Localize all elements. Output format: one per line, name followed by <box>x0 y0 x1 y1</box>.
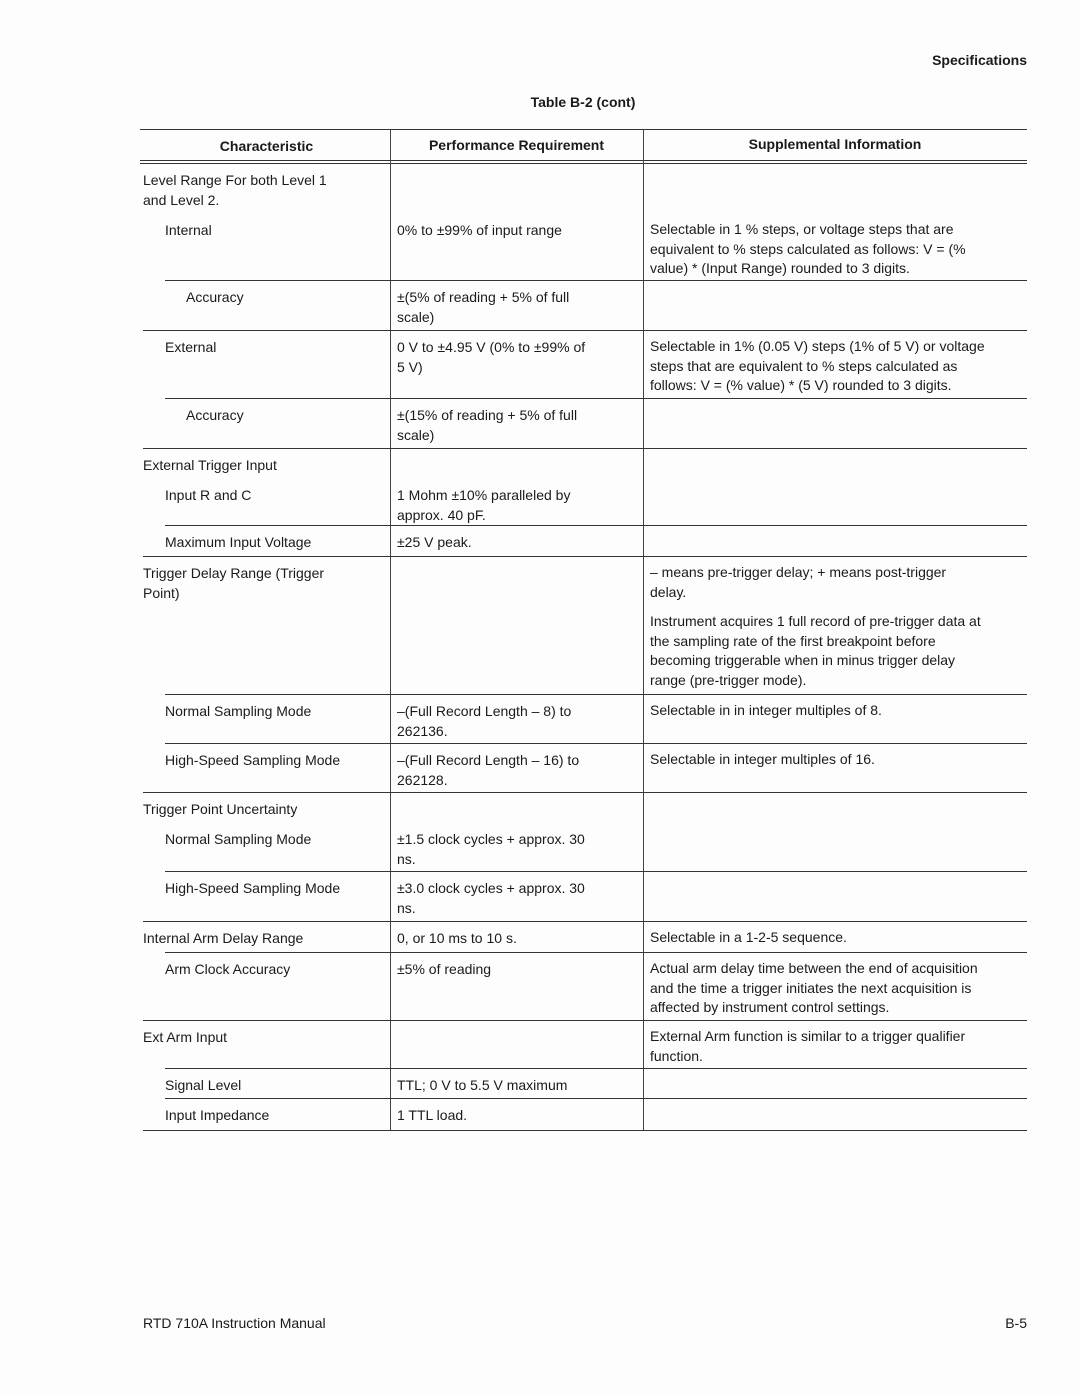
row-rule <box>165 280 1027 281</box>
row-rule <box>143 921 1027 922</box>
characteristic-cell: Level Range For both Level 1 and Level 2. <box>143 172 327 208</box>
performance-requirement-cell: –(Full Record Length – 16) to 262128. <box>397 752 580 788</box>
header-rule <box>140 163 1027 164</box>
section-title: Specifications <box>932 52 1027 68</box>
supplemental-information-cell <box>650 220 1030 279</box>
performance-requirement-cell: ±25 V peak. <box>397 534 472 550</box>
row-rule <box>143 556 1027 557</box>
supplemental-information-cell <box>650 959 1030 1018</box>
supplemental-information-cell <box>650 1027 1030 1066</box>
performance-requirement-cell: ±(5% of reading + 5% of full scale) <box>397 289 570 325</box>
characteristic-cell: Normal Sampling Mode <box>165 831 312 847</box>
header-rule <box>140 160 1027 161</box>
row-rule <box>165 952 1027 953</box>
row-rule <box>165 525 1027 526</box>
row-rule <box>165 694 1027 695</box>
column-header-characteristic: Characteristic <box>219 138 314 154</box>
supplemental-paragraph: Selectable in 1 % steps, or voltage steps that are equivalent to % steps calculated as follows: V = (% value) * (Input Range) rounded to 3 digits. <box>650 221 966 276</box>
characteristic-cell: Input R and C <box>165 487 252 503</box>
supplemental-information-cell <box>650 563 1030 690</box>
performance-requirement-cell: ±5% of reading <box>397 961 492 977</box>
performance-requirement-cell: ±1.5 clock cycles + approx. 30 ns. <box>397 831 585 867</box>
column-header-performance: Performance Requirement <box>428 137 605 153</box>
row-rule <box>165 1068 1027 1069</box>
characteristic-cell: High-Speed Sampling Mode <box>165 880 341 896</box>
characteristic-cell: Accuracy <box>186 289 244 305</box>
supplemental-information-cell <box>650 701 1030 721</box>
performance-requirement-cell: 0, or 10 ms to 10 s. <box>397 930 517 946</box>
supplemental-paragraph: External Arm function is similar to a trigger qualifier function. <box>650 1028 966 1064</box>
characteristic-cell: High-Speed Sampling Mode <box>165 752 341 768</box>
characteristic-cell: Input Impedance <box>165 1107 270 1123</box>
performance-requirement-cell: TTL; 0 V to 5.5 V maximum <box>397 1077 568 1093</box>
characteristic-cell: External <box>165 339 217 355</box>
performance-requirement-cell: 1 Mohm ±10% paralleled by approx. 40 pF. <box>397 487 571 523</box>
supplemental-paragraph: Selectable in a 1-2-5 sequence. <box>650 929 847 945</box>
footer-manual-title: RTD 710A Instruction Manual <box>143 1315 326 1331</box>
row-rule <box>143 330 1027 331</box>
row-rule <box>165 871 1027 872</box>
column-header-supplemental: Supplemental Information <box>748 136 922 152</box>
row-rule <box>165 398 1027 399</box>
characteristic-cell: Normal Sampling Mode <box>165 703 312 719</box>
supplemental-information-cell <box>650 750 1030 770</box>
supplemental-paragraph: – means pre-trigger delay; + means post-trigger delay. <box>650 564 947 600</box>
supplemental-paragraph: Instrument acquires 1 full record of pre-trigger data at the sampling rate of the first breakpoint before becoming triggerable when in minus trigger delay range (pre-trigger mode). <box>650 613 981 688</box>
row-rule <box>143 448 1027 449</box>
characteristic-cell: Ext Arm Input <box>143 1029 228 1045</box>
characteristic-cell: External Trigger Input <box>143 457 277 473</box>
row-rule <box>143 1130 1027 1131</box>
row-rule <box>165 1098 1027 1099</box>
characteristic-cell: Maximum Input Voltage <box>165 534 312 550</box>
characteristic-cell: Signal Level <box>165 1077 242 1093</box>
supplemental-paragraph: Selectable in in integer multiples of 8. <box>650 702 882 718</box>
characteristic-cell: Arm Clock Accuracy <box>165 961 291 977</box>
supplemental-paragraph: Actual arm delay time between the end of acquisition and the time a trigger initiates the next acquisition is affected by instrument control settings. <box>650 960 978 1015</box>
row-rule <box>143 792 1027 793</box>
characteristic-cell: Internal Arm Delay Range <box>143 930 304 946</box>
supplemental-information-cell <box>650 337 1030 396</box>
performance-requirement-cell: ±(15% of reading + 5% of full scale) <box>397 407 578 443</box>
characteristic-cell: Trigger Delay Range (Trigger Point) <box>143 565 325 601</box>
characteristic-cell: Accuracy <box>186 407 244 423</box>
supplemental-information-cell <box>650 928 1030 948</box>
table-top-rule <box>140 129 1027 130</box>
supplemental-paragraph: Selectable in 1% (0.05 V) steps (1% of 5 V) or voltage steps that are equivalent to % steps calculated as follows: V = (% value) * (5 V) rounded to 3 digits. <box>650 338 985 393</box>
row-rule <box>143 1020 1027 1021</box>
supplemental-paragraph: Selectable in integer multiples of 16. <box>650 751 875 767</box>
performance-requirement-cell: ±3.0 clock cycles + approx. 30 ns. <box>397 880 585 916</box>
table-title: Table B-2 (cont) <box>530 94 636 110</box>
row-rule <box>165 743 1027 744</box>
performance-requirement-cell: –(Full Record Length – 8) to 262136. <box>397 703 572 739</box>
characteristic-cell: Trigger Point Uncertainty <box>143 801 298 817</box>
performance-requirement-cell: 1 TTL load. <box>397 1107 468 1123</box>
characteristic-cell: Internal <box>165 222 212 238</box>
performance-requirement-cell: 0 V to ±4.95 V (0% to ±99% of 5 V) <box>397 339 586 375</box>
footer-page-number: B-5 <box>1005 1315 1027 1331</box>
performance-requirement-cell: 0% to ±99% of input range <box>397 222 562 238</box>
